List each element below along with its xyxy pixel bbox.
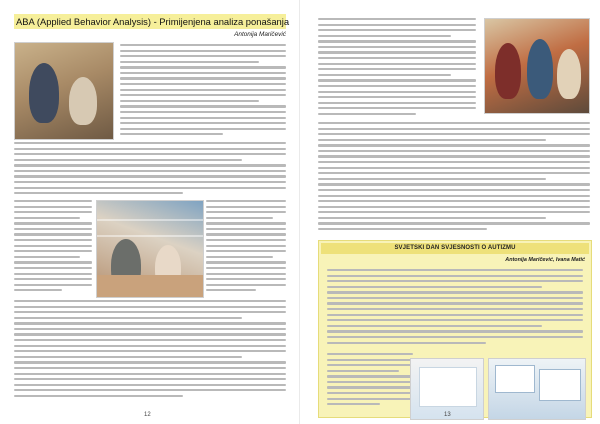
text-line — [14, 245, 92, 247]
text-line — [318, 57, 476, 59]
text-line — [318, 128, 590, 130]
text-line — [120, 122, 286, 124]
text-line — [14, 222, 92, 224]
text-line — [206, 245, 286, 247]
text-line — [318, 79, 476, 81]
text-line — [318, 29, 476, 31]
text-line — [318, 161, 590, 163]
text-line — [206, 211, 286, 213]
text-line — [14, 233, 92, 235]
text-line — [206, 278, 286, 280]
text-line — [318, 189, 590, 191]
text-line — [318, 178, 546, 180]
text-line — [120, 66, 286, 68]
page-number-left: 12 — [144, 412, 151, 418]
text-line — [318, 113, 416, 115]
text-line — [318, 96, 476, 98]
text-line — [14, 384, 286, 386]
body-text-bottom — [14, 300, 286, 400]
text-line — [14, 187, 286, 189]
text-line — [318, 183, 590, 185]
text-line — [14, 361, 286, 363]
body-text-right-column — [206, 200, 286, 295]
text-line — [318, 85, 476, 87]
text-line — [120, 105, 286, 107]
body-text-column-top — [120, 44, 286, 139]
text-line — [327, 286, 542, 288]
text-line — [318, 206, 590, 208]
text-line — [14, 278, 92, 280]
page-number-right: 13 — [444, 412, 451, 418]
right-body-text-full-width — [318, 122, 590, 234]
text-line — [206, 222, 286, 224]
text-line — [327, 381, 413, 383]
text-line — [318, 18, 476, 20]
text-line — [14, 367, 286, 369]
text-line — [327, 314, 583, 316]
text-line — [120, 128, 286, 130]
text-line — [206, 200, 286, 202]
text-line — [206, 284, 286, 286]
text-line — [318, 122, 590, 124]
text-line — [120, 94, 286, 96]
text-line — [14, 261, 92, 263]
text-line — [327, 325, 542, 327]
sidebar-body-text — [327, 269, 583, 347]
text-line — [318, 139, 546, 141]
text-line — [206, 273, 286, 275]
text-line — [14, 350, 286, 352]
text-line — [120, 55, 286, 57]
text-line — [318, 228, 487, 230]
text-line — [120, 117, 286, 119]
text-line — [14, 389, 286, 391]
text-line — [120, 133, 223, 135]
text-line — [14, 181, 286, 183]
right-body-text-top — [318, 18, 476, 118]
text-line — [318, 133, 590, 135]
text-line — [14, 339, 286, 341]
text-line — [206, 233, 286, 235]
text-line — [14, 284, 92, 286]
text-line — [318, 211, 590, 213]
text-line — [14, 289, 62, 291]
text-line — [327, 359, 413, 361]
text-line — [318, 46, 476, 48]
article-author: Antonija Maričević — [234, 31, 286, 38]
text-line — [14, 170, 286, 172]
text-line — [14, 239, 92, 241]
text-line — [318, 91, 476, 93]
text-line — [14, 217, 80, 219]
text-line — [14, 148, 286, 150]
text-line — [14, 267, 92, 269]
text-line — [14, 356, 242, 358]
text-line — [327, 275, 583, 277]
text-line — [206, 289, 256, 291]
text-line — [318, 102, 476, 104]
text-line — [318, 35, 451, 37]
text-line — [14, 200, 92, 202]
sidebar-author: Antonija Maričević, Ivana Matić — [505, 257, 585, 263]
text-line — [14, 311, 286, 313]
text-line — [206, 228, 286, 230]
text-line — [120, 77, 286, 79]
text-line — [318, 167, 590, 169]
text-line — [14, 300, 286, 302]
text-line — [327, 370, 399, 372]
text-line — [318, 63, 476, 65]
poster-photo — [410, 358, 484, 420]
text-line — [318, 217, 546, 219]
text-line — [14, 256, 80, 258]
text-line — [120, 100, 259, 102]
child-table-activity-photo — [96, 200, 204, 298]
text-line — [327, 398, 413, 400]
text-line — [318, 51, 476, 53]
text-line — [327, 392, 413, 394]
text-line — [327, 375, 413, 377]
text-line — [120, 111, 286, 113]
text-line — [14, 192, 183, 194]
classroom-group-photo — [484, 18, 590, 114]
text-line — [327, 280, 583, 282]
text-line — [327, 386, 413, 388]
text-line — [318, 222, 590, 224]
text-line — [327, 319, 583, 321]
text-line — [318, 200, 590, 202]
text-line — [14, 142, 286, 144]
text-line — [14, 164, 286, 166]
sidebar-body-text-lower — [327, 353, 413, 409]
text-line — [14, 211, 92, 213]
text-line — [327, 330, 583, 332]
text-line — [318, 24, 476, 26]
text-line — [327, 353, 413, 355]
text-line — [14, 333, 286, 335]
text-line — [206, 267, 286, 269]
text-line — [120, 72, 286, 74]
text-line — [318, 40, 476, 42]
text-line — [327, 308, 583, 310]
text-line — [318, 172, 590, 174]
text-line — [318, 195, 590, 197]
text-line — [318, 68, 476, 70]
text-line — [206, 250, 286, 252]
text-line — [318, 74, 451, 76]
text-line — [206, 256, 273, 258]
text-line — [14, 153, 286, 155]
text-line — [318, 150, 590, 152]
text-line — [327, 291, 583, 293]
text-line — [327, 336, 583, 338]
text-line — [14, 250, 92, 252]
text-line — [327, 403, 380, 405]
text-line — [120, 50, 286, 52]
text-line — [327, 364, 413, 366]
text-line — [327, 342, 486, 344]
text-line — [14, 159, 242, 161]
text-line — [206, 239, 286, 241]
text-line — [14, 175, 286, 177]
text-line — [318, 107, 476, 109]
text-line — [14, 395, 183, 397]
text-line — [14, 273, 92, 275]
text-line — [14, 228, 92, 230]
text-line — [327, 302, 583, 304]
text-line — [206, 261, 286, 263]
text-line — [206, 206, 286, 208]
text-line — [14, 378, 286, 380]
body-text-full-width — [14, 142, 286, 198]
text-line — [318, 144, 590, 146]
text-line — [120, 44, 286, 46]
text-line — [14, 322, 286, 324]
text-line — [327, 269, 583, 271]
text-line — [327, 297, 583, 299]
text-line — [120, 61, 259, 63]
sidebar-title: SVJETSKI DAN SVJESNOSTI O AUTIZMU — [321, 243, 589, 254]
text-line — [14, 306, 286, 308]
text-line — [14, 206, 92, 208]
text-line — [120, 89, 286, 91]
text-line — [14, 317, 242, 319]
text-line — [206, 217, 273, 219]
awareness-board-photo — [488, 358, 586, 420]
therapy-session-photo — [14, 42, 114, 140]
text-line — [318, 155, 590, 157]
article-title: ABA (Applied Behavior Analysis) - Primijenjena analiza ponašanja — [16, 16, 290, 27]
text-line — [120, 83, 286, 85]
text-line — [14, 328, 286, 330]
text-line — [14, 345, 286, 347]
body-text-left-column — [14, 200, 92, 295]
text-line — [14, 373, 286, 375]
